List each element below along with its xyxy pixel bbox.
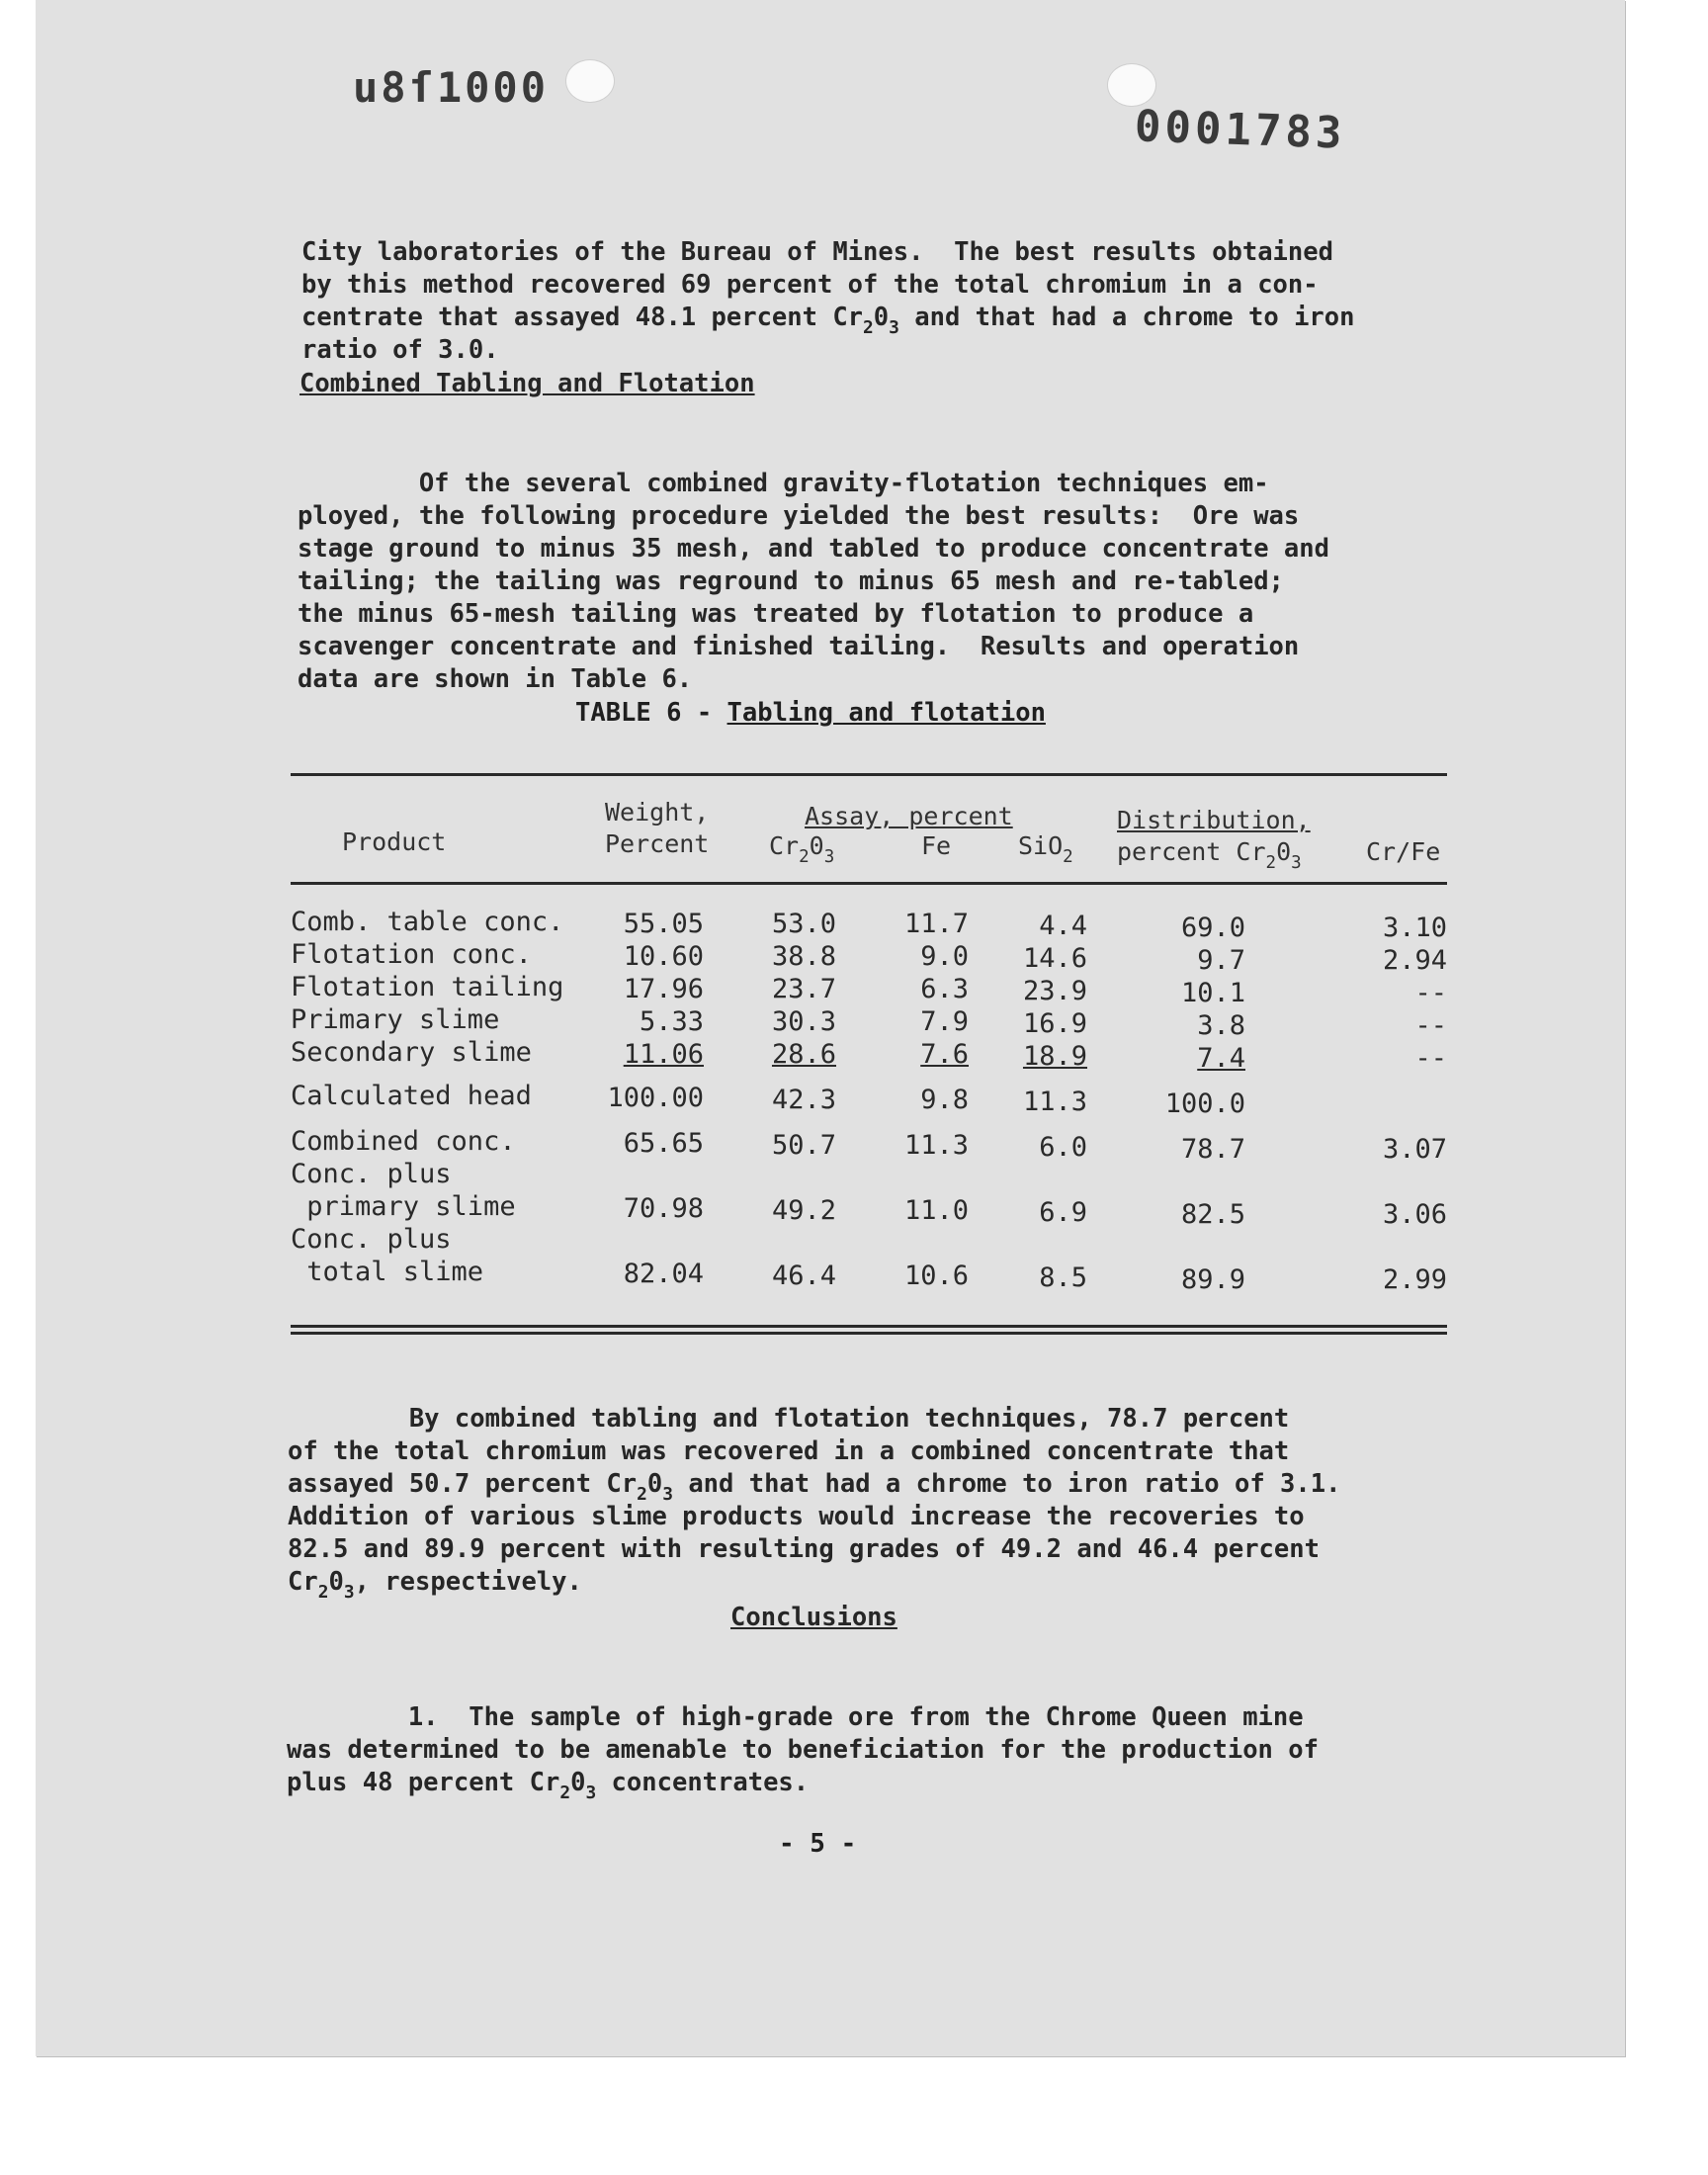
fe-cell: 11.3 [903, 1130, 969, 1161]
sio2-cell: 6.0 [1039, 1132, 1087, 1163]
distribution-cell: 82.5 [1180, 1199, 1245, 1230]
header-fe: Fe [921, 831, 952, 860]
table-row-label: Conc. plus [291, 1159, 452, 1189]
weight-cell: 55.05 [623, 909, 704, 939]
fe-cell: 7.6 [920, 1039, 969, 1070]
text-line: ratio of 3.0. [301, 335, 499, 365]
distribution-cell: 100.0 [1164, 1088, 1245, 1119]
distribution-cell: 69.0 [1180, 913, 1245, 943]
fe-cell: 7.9 [920, 1006, 969, 1037]
sio2-cell: 8.5 [1039, 1262, 1087, 1293]
sio2-cell: 23.9 [1022, 976, 1087, 1006]
cr2o3-cell: 38.8 [771, 941, 836, 972]
weight-cell: 82.04 [623, 1259, 704, 1289]
weight-cell: 100.00 [607, 1083, 704, 1113]
sio2-cell: 16.9 [1022, 1008, 1087, 1039]
distribution-cell: 7.4 [1197, 1043, 1245, 1074]
distribution-cell: 89.9 [1180, 1264, 1245, 1295]
table-row-label: Combined conc. [291, 1126, 516, 1157]
sio2-cell: 18.9 [1022, 1041, 1087, 1072]
header-cr2o3: $Cr_20_3$ [769, 831, 835, 867]
intro-paragraph [301, 204, 1354, 367]
conclusions-paragraph [287, 1669, 1319, 1804]
table-header-rule [291, 882, 1447, 885]
table-row-label: Calculated head [291, 1081, 532, 1111]
cr2o3-cell: 42.3 [771, 1085, 836, 1115]
fe-cell: 11.7 [903, 909, 969, 939]
punch-hole-right [1107, 63, 1156, 107]
text-line: by this method recovered 69 percent of the total chromium in a con- [301, 270, 1319, 300]
sio2-cell: 11.3 [1022, 1087, 1087, 1117]
fe-cell: 11.0 [903, 1195, 969, 1226]
cr2o3-cell: 23.7 [771, 974, 836, 1004]
table-row-label: Flotation tailing [291, 972, 564, 1002]
header-sio2: SiO$_2$ [1018, 831, 1073, 867]
header-weight-1: Weight, [605, 798, 710, 826]
table-row-label-continued: total slime [291, 1257, 484, 1287]
table-row-label: Primary slime [291, 1004, 500, 1035]
text-line: City laboratories of the Bureau of Mines. The best results obtained [301, 237, 1333, 267]
header-product: Product [342, 827, 447, 856]
text-line: $Cr_20_3$, respectively. [288, 1567, 582, 1604]
distribution-cell: 10.1 [1180, 978, 1245, 1008]
document-stamp-right: 0001783 [1134, 101, 1347, 159]
weight-cell: 5.33 [639, 1006, 704, 1037]
cr-fe-cell: 3.06 [1382, 1199, 1447, 1230]
distribution-cell: 9.7 [1197, 945, 1245, 976]
cr-fe-cell: 3.07 [1382, 1134, 1447, 1165]
text-line: By combined tabling and flotation techniques, 78.7 percent [288, 1404, 1290, 1434]
cr2o3-cell: 28.6 [771, 1039, 836, 1070]
table-row-label: Conc. plus [291, 1224, 452, 1255]
table-row-label-continued: primary slime [291, 1191, 516, 1222]
header-assay-group: Assay, percent [805, 802, 1013, 830]
text-line: assayed 50.7 percent $Cr_20_3$ and that had a chrome to iron ratio of 3.1. [288, 1469, 1341, 1506]
cr2o3-cell: 50.7 [771, 1130, 836, 1161]
header-distribution-1: Distribution, [1117, 806, 1311, 834]
text-line: plus 48 percent $Cr_20_3$ concentrates. [287, 1768, 810, 1804]
text-line: Addition of various slime products would increase the recoveries to [288, 1502, 1305, 1531]
sio2-cell: 4.4 [1039, 911, 1087, 941]
cr2o3-cell: 53.0 [771, 909, 836, 939]
sio2-cell: 14.6 [1022, 943, 1087, 974]
table-row-label: Flotation conc. [291, 939, 532, 970]
tabling-paragraph [298, 435, 1329, 696]
section-heading-conclusions: Conclusions [730, 1603, 897, 1632]
cr-fe-cell: 2.99 [1382, 1264, 1447, 1295]
cr2o3-cell: 30.3 [771, 1006, 836, 1037]
weight-cell: 11.06 [623, 1039, 704, 1070]
cr-fe-cell: -- [1414, 1043, 1447, 1074]
text-line: Of the several combined gravity-flotation techniques em- [298, 469, 1269, 498]
sio2-cell: 6.9 [1039, 1197, 1087, 1228]
document-stamp-left: u8ſ1000 [353, 63, 550, 112]
text-line: of the total chromium was recovered in a combined concentrate that [288, 1436, 1290, 1466]
cr2o3-cell: 49.2 [771, 1195, 836, 1226]
text-line: ployed, the following procedure yielded the best results: Ore was [298, 501, 1300, 531]
results-paragraph [288, 1370, 1341, 1604]
cr-fe-cell: -- [1414, 1010, 1447, 1041]
header-cr-fe: Cr/Fe [1366, 837, 1441, 866]
weight-cell: 70.98 [623, 1193, 704, 1224]
text-line: 82.5 and 89.9 percent with resulting grades of 49.2 and 46.4 percent [288, 1534, 1320, 1564]
weight-cell: 10.60 [623, 941, 704, 972]
cr2o3-cell: 46.4 [771, 1261, 836, 1291]
table-bottom-rule-double [291, 1332, 1447, 1335]
text-line: the minus 65-mesh tailing was treated by flotation to produce a [298, 599, 1254, 629]
section-heading-tabling: Combined Tabling and Flotation [299, 369, 755, 398]
text-line: scavenger concentrate and finished tailing. Results and operation [298, 632, 1300, 661]
fe-cell: 9.0 [920, 941, 969, 972]
text-line: 1. The sample of high-grade ore from the Chrome Queen mine [287, 1702, 1304, 1732]
fe-cell: 6.3 [920, 974, 969, 1004]
fe-cell: 9.8 [920, 1085, 969, 1115]
text-line: was determined to be amenable to beneficiation for the production of [287, 1735, 1319, 1765]
text-line: centrate that assayed 48.1 percent $Cr_20_3$ and that had a chrome to iron [301, 303, 1355, 339]
table-top-rule [291, 773, 1447, 776]
weight-cell: 65.65 [623, 1128, 704, 1159]
distribution-cell: 78.7 [1180, 1134, 1245, 1165]
text-line: data are shown in Table 6. [298, 664, 693, 694]
page-number: - 5 - [779, 1829, 857, 1859]
cr-fe-cell: -- [1414, 978, 1447, 1008]
cr-fe-cell: 3.10 [1382, 913, 1447, 943]
header-distribution-2: percent $Cr_20_3$ [1117, 837, 1302, 873]
punch-hole-left [565, 59, 615, 103]
table-row-label: Secondary slime [291, 1037, 532, 1068]
distribution-cell: 3.8 [1197, 1010, 1245, 1041]
table-row-label: Comb. table conc. [291, 907, 564, 937]
cr-fe-cell: 2.94 [1382, 945, 1447, 976]
fe-cell: 10.6 [903, 1261, 969, 1291]
text-line: stage ground to minus 35 mesh, and tabled to produce concentrate and [298, 534, 1329, 564]
table-title: TABLE 6 - Tabling and flotation [575, 698, 1046, 728]
table-bottom-rule [291, 1325, 1447, 1328]
text-line: tailing; the tailing was reground to minus 65 mesh and re-tabled; [298, 566, 1284, 596]
header-weight-2: Percent [605, 829, 710, 858]
weight-cell: 17.96 [623, 974, 704, 1004]
